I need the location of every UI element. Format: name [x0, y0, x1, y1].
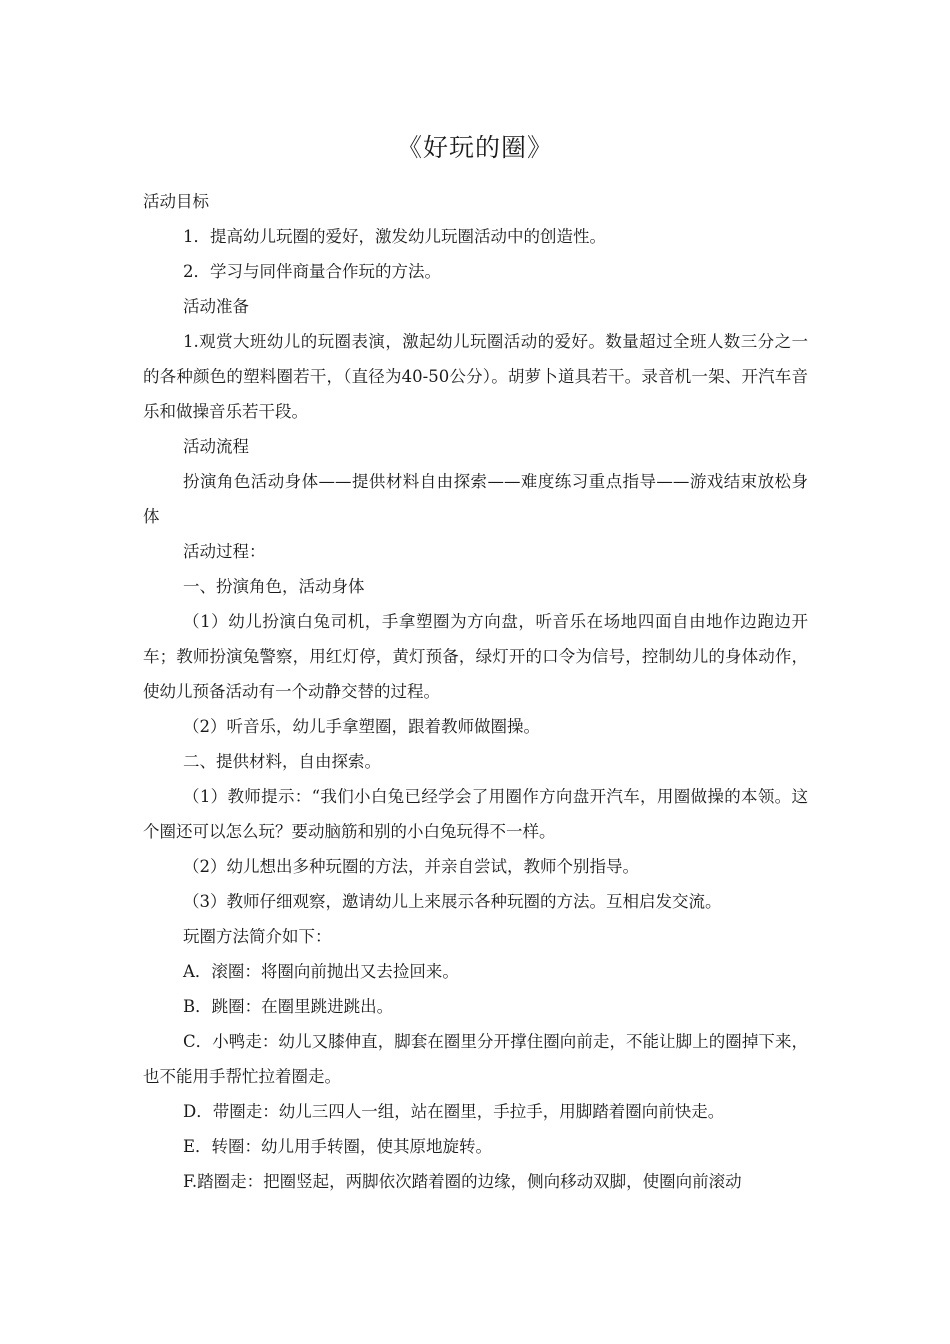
paragraph: （1）幼儿扮演白兔司机，手拿塑圈为方向盘，听音乐在场地四面自由地作边跑边开车；教师扮演兔警察，用红灯停，黄灯预备，绿灯开的口令为信号，控制幼儿的身体动作，使幼儿预备活动有一个动静交替的过程。 — [143, 612, 808, 701]
paragraph: 一、扮演角色，活动身体 — [183, 577, 365, 596]
paragraph: （3）教师仔细观察，邀请幼儿上来展示各种玩圈的方法。互相启发交流。 — [183, 892, 722, 911]
document-title: 《好玩的圈》 — [396, 133, 553, 162]
paragraph: 1．提高幼儿玩圈的爱好，激发幼儿玩圈活动中的创造性。 — [183, 227, 606, 246]
paragraph: 1.观赏大班幼儿的玩圈表演，激起幼儿玩圈活动的爱好。数量超过全班人数三分之一的各种颜色的塑料圈若干，（直径为40-50公分）。胡萝卜道具若干。录音机一架、开汽车音乐和做操音乐若干段。 — [143, 332, 808, 421]
paragraph: 活动目标 — [143, 192, 209, 211]
paragraph: 玩圈方法简介如下： — [183, 927, 332, 946]
paragraph: 活动流程 — [183, 437, 249, 456]
paragraph: 活动准备 — [183, 297, 249, 316]
paragraph: E．转圈：幼儿用手转圈，使其原地旋转。 — [183, 1137, 493, 1156]
paragraph: A．滚圈：将圈向前抛出又去捡回来。 — [183, 962, 459, 981]
paragraph: （2）幼儿想出多种玩圈的方法，并亲自尝试，教师个别指导。 — [183, 857, 639, 876]
paragraph: 2．学习与同伴商量合作玩的方法。 — [183, 262, 441, 281]
paragraph: 扮演角色活动身体——提供材料自由探索——难度练习重点指导——游戏结束放松身体 — [143, 472, 808, 526]
document-body — [143, 184, 808, 1199]
paragraph: D．带圈走：幼儿三四人一组，站在圈里，手拉手，用脚踏着圈向前快走。 — [183, 1102, 725, 1121]
paragraph: （2）听音乐，幼儿手拿塑圈，跟着教师做圈操。 — [183, 717, 540, 736]
paragraph: 二、提供材料，自由探索。 — [183, 752, 381, 771]
paragraph: F.踏圈走：把圈竖起，两脚依次踏着圈的边缘，侧向移动双脚，使圈向前滚动 — [183, 1172, 742, 1191]
paragraph: （1）教师提示：“我们小白兔已经学会了用圈作方向盘开汽车，用圈做操的本领。这个圈还可以怎么玩？要动脑筋和别的小白兔玩得不一样。 — [143, 787, 808, 841]
paragraph: B．跳圈：在圈里跳进跳出。 — [183, 997, 394, 1016]
paragraph: 活动过程： — [183, 542, 266, 561]
paragraph: C．小鸭走：幼儿又膝伸直，脚套在圈里分开撑住圈向前走，不能让脚上的圈掉下来，也不能用手帮忙拉着圈走。 — [143, 1032, 808, 1086]
